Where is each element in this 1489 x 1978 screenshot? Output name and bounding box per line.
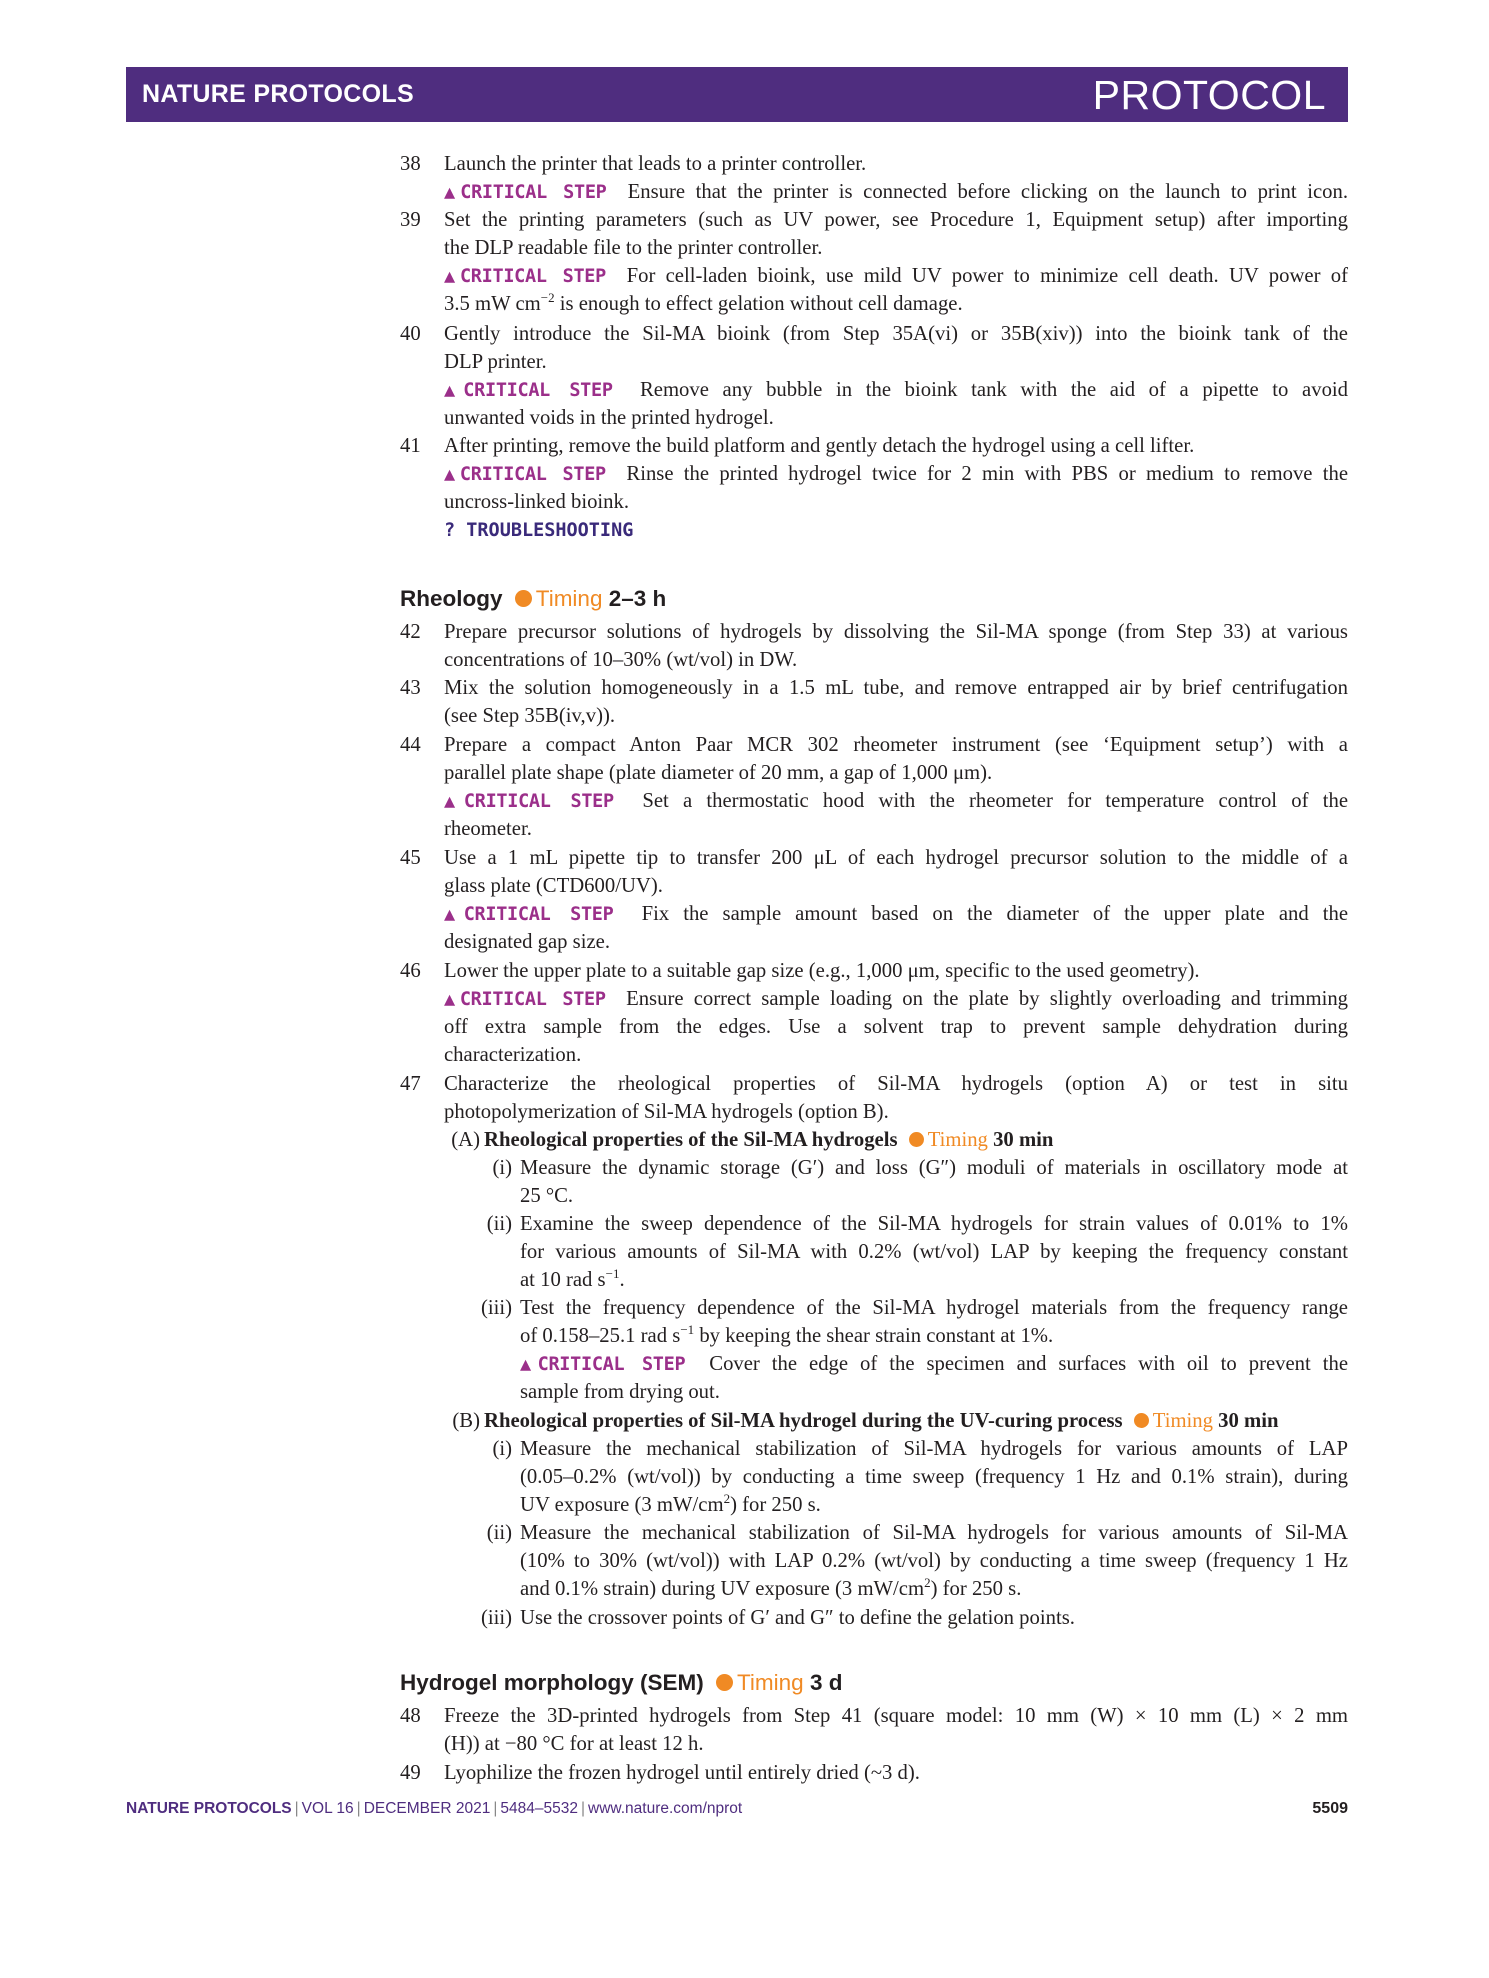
- step-text: glass plate (CTD600/UV).: [444, 875, 663, 897]
- timing-dot-icon: [1134, 1413, 1149, 1428]
- substep-text: UV exposure (3 $mW/cm^2$) for 250 s.: [520, 1491, 821, 1516]
- page-number: 5509: [1312, 1800, 1348, 1817]
- step-number: 44: [400, 734, 421, 756]
- step-text: concentrations of 10–30% (wt/vol) in DW.: [444, 649, 798, 671]
- critical-step-text: designated gap size.: [444, 931, 611, 953]
- footer-volume: VOL 16: [301, 1800, 354, 1817]
- step-text: (see Step 35B(iv,v)).: [444, 705, 616, 727]
- critical-step-text: rheometer.: [444, 818, 532, 840]
- critical-step: ▲CRITICAL STEP Cover the edge of the specimen and surfaces with oil to prevent the: [520, 1353, 1349, 1375]
- substep-text: at 10 rad $s^{-1}$.: [520, 1266, 625, 1291]
- timing-dot-icon: [515, 590, 532, 607]
- footer-date: DECEMBER 2021: [363, 1800, 491, 1817]
- critical-step-label: ▲CRITICAL STEP: [444, 266, 606, 287]
- substep-text: Test the frequency dependence of the Sil-MA hydrogel materials from the frequency range: [520, 1297, 1348, 1319]
- step-text: Lyophilize the frozen hydrogel until entirely dried (~3 d).: [444, 1762, 920, 1784]
- option-heading: Rheological properties of Sil-MA hydrogel during the UV-curing process Timing 30 min: [484, 1410, 1279, 1432]
- option-label: (A): [451, 1129, 480, 1151]
- substep-text: (10% to 30% (wt/vol)) with LAP 0.2% (wt/vol) by conducting a time sweep (frequency 1 Hz: [520, 1550, 1348, 1572]
- substep-text: and 0.1% strain) during UV exposure (3 $mW/cm^2$) for 250 s.: [520, 1575, 1022, 1600]
- step-text: photopolymerization of Sil-MA hydrogels (option B).: [444, 1101, 889, 1123]
- article-type: PROTOCOL: [1092, 72, 1326, 118]
- step-text: the DLP readable file to the printer controller.: [444, 237, 823, 259]
- critical-step-label: ▲CRITICAL STEP: [444, 182, 607, 203]
- step-text: DLP printer.: [444, 351, 547, 373]
- section-heading-sem: Hydrogel morphology (SEM) Timing 3 d: [400, 1670, 843, 1695]
- footer-url-link[interactable]: www.nature.com/nprot: [588, 1800, 743, 1817]
- option-label: (B): [452, 1410, 480, 1432]
- critical-step-label: ▲CRITICAL STEP: [444, 380, 613, 401]
- step-number: 38: [400, 153, 421, 175]
- journal-name: NATURE PROTOCOLS: [142, 80, 414, 108]
- step-text: Gently introduce the Sil-MA bioink (from Step 35A(vi) or 35B(xiv)) into the bioink tank of the: [444, 323, 1348, 345]
- step-text: Prepare precursor solutions of hydrogels by dissolving the Sil-MA sponge (from Step 33) at various: [444, 621, 1348, 643]
- step-text: (H)) at −80 °C for at least 12 h.: [444, 1733, 704, 1755]
- step-text: Set the printing parameters (such as UV power, see Procedure 1, Equipment setup) after importing: [444, 209, 1348, 231]
- step-text: Lower the upper plate to a suitable gap size (e.g., 1,000 μm, specific to the used geometry).: [444, 960, 1200, 982]
- critical-step: ▲CRITICAL STEP Set a thermostatic hood with the rheometer for temperature control of the: [444, 790, 1349, 812]
- substep-text: for various amounts of Sil-MA with 0.2% (wt/vol) LAP by keeping the frequency constant: [520, 1241, 1348, 1263]
- critical-step-text: characterization.: [444, 1044, 582, 1066]
- step-number: 48: [400, 1705, 421, 1727]
- substep-number: (ii): [486, 1213, 512, 1235]
- critical-step: ▲CRITICAL STEP Ensure that the printer is connected before clicking on the launch to print icon.: [444, 181, 1348, 203]
- step-number: 47: [400, 1073, 421, 1095]
- critical-step: ▲CRITICAL STEP Remove any bubble in the bioink tank with the aid of a pipette to avoid: [444, 379, 1349, 401]
- substep-text: Measure the mechanical stabilization of Sil-MA hydrogels for various amounts of Sil-MA: [520, 1522, 1348, 1544]
- critical-step-label: ▲CRITICAL STEP: [520, 1354, 686, 1375]
- step-text: After printing, remove the build platform and gently detach the hydrogel using a cell lifter.: [444, 435, 1195, 457]
- step-number: 39: [400, 209, 421, 231]
- step-text: Launch the printer that leads to a printer controller.: [444, 153, 867, 175]
- substep-number: (iii): [480, 1607, 512, 1629]
- timing-dot-icon: [909, 1132, 924, 1147]
- critical-step-text: off extra sample from the edges. Use a solvent trap to prevent sample dehydration during: [444, 1016, 1348, 1038]
- timing-dot-icon: [716, 1674, 733, 1691]
- step-number: 40: [400, 323, 421, 345]
- section-heading-rheology: Rheology Timing 2–3 h: [400, 586, 667, 611]
- critical-step: ▲CRITICAL STEP Ensure correct sample loading on the plate by slightly overloading and trimming: [444, 988, 1349, 1010]
- step-text: Mix the solution homogeneously in a 1.5 mL tube, and remove entrapped air by brief centrifugation: [444, 677, 1348, 699]
- step-text: Use a 1 mL pipette tip to transfer 200 μL of each hydrogel precursor solution to the middle of a: [444, 847, 1348, 869]
- troubleshooting-link[interactable]: ? TROUBLESHOOTING: [444, 520, 634, 541]
- critical-step: ▲CRITICAL STEP For cell-laden bioink, use mild UV power to minimize cell death. UV power of: [444, 265, 1348, 287]
- step-number: 42: [400, 621, 421, 643]
- critical-step-label: ▲CRITICAL STEP: [444, 464, 606, 485]
- substep-number: (i): [492, 1157, 512, 1179]
- critical-step: ▲CRITICAL STEP Rinse the printed hydrogel twice for 2 min with PBS or medium to remove the: [444, 463, 1349, 485]
- substep-text: Examine the sweep dependence of the Sil-MA hydrogels for strain values of 0.01% to 1%: [520, 1213, 1348, 1235]
- step-text: parallel plate shape (plate diameter of 20 mm, a gap of 1,000 μm).: [444, 762, 993, 784]
- step-number: 46: [400, 960, 421, 982]
- substep-text: Measure the mechanical stabilization of Sil-MA hydrogels for various amounts of LAP: [520, 1438, 1348, 1460]
- critical-step-text: unwanted voids in the printed hydrogel.: [444, 407, 774, 429]
- step-text: Freeze the 3D-printed hydrogels from Step 41 (square model: 10 mm (W) × 10 mm (L) × 2 mm: [444, 1705, 1348, 1727]
- substep-text: of 0.158–25.1 rad $s^{-1}$ by keeping the shear strain constant at 1%.: [520, 1322, 1054, 1347]
- substep-text: Use the crossover points of G′ and G″ to define the gelation points.: [520, 1607, 1075, 1629]
- substep-text: (0.05–0.2% (wt/vol)) by conducting a time sweep (frequency 1 Hz and 0.1% strain), during: [520, 1466, 1348, 1488]
- step-number: 45: [400, 847, 421, 869]
- step-text: Prepare a compact Anton Paar MCR 302 rheometer instrument (see ‘Equipment setup’) with a: [444, 734, 1348, 756]
- step-number: 43: [400, 677, 421, 699]
- substep-number: (iii): [480, 1297, 512, 1319]
- footer-pages: 5484–5532: [500, 1800, 578, 1817]
- step-text: Characterize the rheological properties of Sil-MA hydrogels (option A) or test in situ: [444, 1073, 1348, 1095]
- step-number: 41: [400, 435, 421, 457]
- page-footer: NATURE PROTOCOLS | VOL 16 | DECEMBER 2021 | 5484–5532 | www.nature.com/nprot: [126, 1800, 743, 1817]
- substep-text: 25 °C.: [520, 1185, 574, 1207]
- journal-header-bar: [126, 67, 1348, 122]
- option-heading: Rheological properties of the Sil-MA hydrogels Timing 30 min: [484, 1129, 1054, 1151]
- substep-number: (i): [492, 1438, 512, 1460]
- critical-step-label: ▲CRITICAL STEP: [444, 904, 614, 925]
- step-number: 49: [400, 1762, 421, 1784]
- substep-number: (ii): [486, 1522, 512, 1544]
- critical-step: ▲CRITICAL STEP Fix the sample amount based on the diameter of the upper plate and the: [444, 903, 1349, 925]
- footer-journal: NATURE PROTOCOLS: [126, 1800, 292, 1817]
- critical-step-text: uncross-linked bioink.: [444, 491, 630, 513]
- critical-step-label: ▲CRITICAL STEP: [444, 791, 614, 812]
- critical-step-label: ▲CRITICAL STEP: [444, 989, 606, 1010]
- critical-step-text: sample from drying out.: [520, 1381, 720, 1403]
- substep-text: Measure the dynamic storage (G′) and loss (G″) moduli of materials in oscillatory mode at: [520, 1157, 1348, 1179]
- critical-step-text: 3.5 mW $cm^{-2}$ is enough to effect gelation without cell damage.: [444, 290, 963, 315]
